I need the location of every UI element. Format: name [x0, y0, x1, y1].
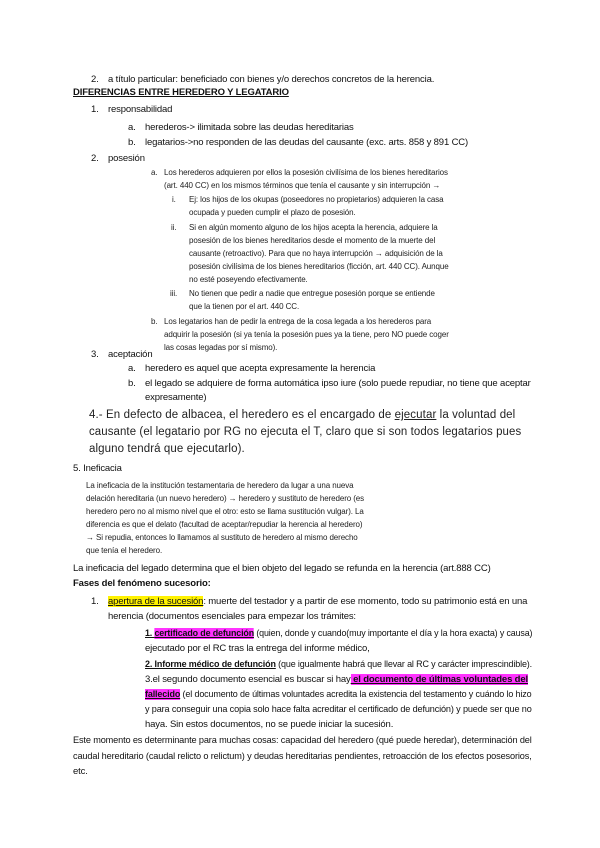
- closing-line: Este momento es determinante para muchas cosas: capacidad del heredero (qué puede heredar), determinación del: [73, 735, 532, 746]
- pos-label: posesión: [108, 153, 145, 164]
- pos-i-line: Ej: los hijos de los okupas (poseedores no propietarios) adquieren la casa: [189, 195, 444, 204]
- pos-ii-line: Si en algún momento alguno de los hijos acepta la herencia, adquiere la: [189, 223, 438, 232]
- pos-ii-line: no esté poseyendo efectivamente.: [189, 275, 308, 284]
- list-marker: iii.: [170, 289, 178, 298]
- list-marker: b.: [128, 137, 136, 148]
- point4-line: 4.- En defecto de albacea, el heredero es el encargado de ejecutar la voluntad del: [89, 409, 516, 421]
- pos-a-line: Los herederos adquieren por ellos la posesión civilísima de los bienes hereditarios: [164, 168, 448, 177]
- point4-line: causante (el legatario por RG no ejecuta el T, claro que si son todos legatarios pues: [89, 426, 522, 438]
- doc3-line: haya. Sin estos documentos, no se puede iniciar la sucesión.: [145, 719, 394, 730]
- intro-item-text: a título particular: beneficiado con bienes y/o derechos concretos de la herencia.: [108, 74, 435, 85]
- doc1-line: 1. certificado de defunción (quien, donde y cuando(muy importante el día y la hora exacta) y causa): [145, 628, 533, 639]
- closing-line: etc.: [73, 766, 88, 777]
- list-number: 2.: [91, 74, 99, 85]
- list-marker: b.: [151, 317, 158, 326]
- pos-iii-line: que la tienen por el art. 440 CC.: [189, 302, 300, 311]
- pos-b-line: Los legatarios han de pedir la entrega de la cosa legada a los herederos para: [164, 317, 432, 326]
- doc3-line: 3.el segundo documento esencial es buscar si hay el documento de últimas voluntades del: [145, 674, 528, 685]
- doc1-line: ejecutado por el RC tras la entrega del informe médico,: [145, 643, 370, 654]
- list-number: 2.: [91, 153, 99, 164]
- pos-a-line: (art. 440 CC) en los mismos términos que tenía el causante y sin interrupción →: [164, 181, 441, 190]
- list-number: 3.: [91, 349, 99, 360]
- inef-line: La ineficacia de la institución testamentaria de heredero da lugar a una nueva: [86, 481, 354, 490]
- section-heading-ineficacia: 5. Ineficacia: [73, 463, 122, 474]
- section-heading-fases: Fases del fenómeno sucesorio:: [73, 578, 211, 589]
- pos-i-line: ocupada y pueden cumplir el plazo de posesión.: [189, 208, 356, 217]
- legado-note: La ineficacia del legado determina que el bien objeto del legado se refunda en la herencia (art.888 CC): [73, 563, 491, 574]
- inef-line: heredero pero no al mismo nivel que el otro: esto se llama sustitución vulgar). La: [86, 507, 364, 516]
- list-marker: a.: [128, 122, 136, 133]
- pos-b-line: las cosas legadas por sí mismo).: [164, 343, 278, 352]
- pos-b-line: adquirir la posesión (si ya tenía la posesión pues ya la tiene, pero NO puede coger: [164, 330, 449, 339]
- point4-line: alguno tendrá que ejecutarlo).: [89, 443, 245, 455]
- doc3-line: fallecido (el documento de últimas voluntades acredita la existencia del testamento y cuándo lo hizo: [145, 689, 532, 700]
- pos-ii-line: posesión civilísima de los bienes hereditarios (ficción, art. 440 CC). Aunque: [189, 262, 449, 271]
- resp-item-a: herederos-> ilimitada sobre las deudas hereditarias: [145, 122, 354, 133]
- pos-iii-line: No tienen que pedir a nadie que entregue posesión porque se entiende: [189, 289, 435, 298]
- resp-label: responsabilidad: [108, 104, 173, 115]
- resp-item-b: legatarios->no responden de las deudas del causante (exc. arts. 858 y 891 CC): [145, 137, 469, 148]
- inef-line: diferencia es que el delato (facultad de aceptar/repudiar la herencia al heredero): [86, 520, 363, 529]
- inef-line: → Si repudia, entonces lo llamamos al sustituto de heredero al mismo derecho: [86, 533, 358, 542]
- acep-item-b-line: el legado se adquiere de forma automática ipso iure (solo puede repudiar, no tiene que aceptar: [145, 378, 531, 389]
- list-marker: ii.: [171, 223, 177, 232]
- section-heading-differences: DIFERENCIAS ENTRE HEREDERO Y LEGATARIO: [73, 87, 289, 98]
- pos-ii-line: posesión de los bienes hereditarios desde el momento de la muerte del: [189, 236, 436, 245]
- list-marker: b.: [128, 378, 136, 389]
- list-marker: a.: [151, 168, 158, 177]
- acep-item-a: heredero es aquel que acepta expresamente la herencia: [145, 363, 376, 374]
- pos-ii-line: causante (retroactivo). Para que no haya interrupción → adquisición de la: [189, 249, 443, 258]
- list-number: 1.: [91, 596, 99, 607]
- inef-line: que tenía el heredero.: [86, 546, 163, 555]
- fases-line: apertura de la sucesión: muerte del testador y a partir de ese momento, todo su patrimonio está en una: [108, 596, 528, 607]
- fases-line: herencia (documentos esenciales para empezar los trámites:: [108, 611, 356, 622]
- list-marker: a.: [128, 363, 136, 374]
- list-marker: i.: [172, 195, 176, 204]
- doc2-line: 2. Informe médico de defunción (que igualmente habrá que llevar al RC y carácter imprescindible).: [145, 659, 532, 670]
- acep-label: aceptación: [108, 349, 153, 360]
- acep-item-b-line: expresamente): [145, 392, 207, 403]
- list-number: 1.: [91, 104, 99, 115]
- doc3-line: y para conseguir una copia solo hace falta acreditar el certificado de defunción) y puede ser que no: [145, 704, 532, 715]
- closing-line: caudal hereditario (caudal relicto o relictum) y deudas hereditarias pendientes, retroacción de los efectos posesorios,: [73, 751, 532, 762]
- inef-line: delación hereditaria (un nuevo heredero) → heredero y sustituto de heredero (es: [86, 494, 365, 503]
